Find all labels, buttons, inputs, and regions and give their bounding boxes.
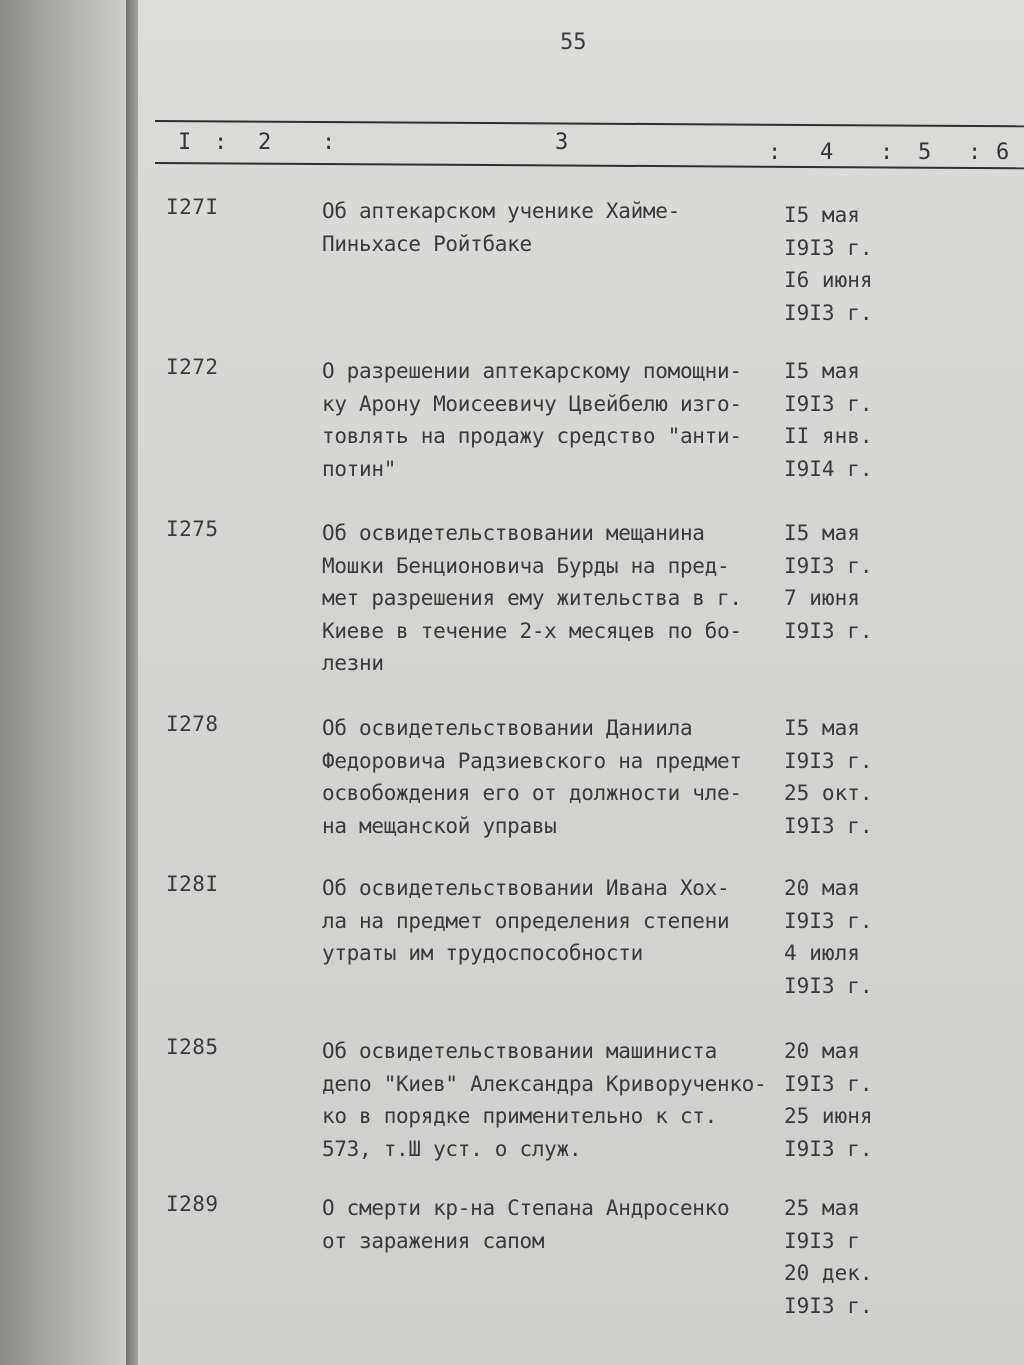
record-number: I285	[166, 1035, 219, 1059]
record-dates: 25 мая I9I3 г 20 дек. I9I3 г.	[784, 1196, 873, 1318]
header-sep-4: :	[880, 140, 894, 165]
header-sep-3: :	[768, 140, 782, 165]
header-col-5: 5	[918, 140, 932, 165]
header-col-1: I	[178, 130, 192, 155]
record-description: О разрешении аптекарскому помощни- ку Арону Моисеевичу Цвейбелю изго- товлять на продажу средство "анти- потин"	[322, 359, 742, 481]
header-sep-5: :	[968, 140, 982, 165]
record-description: Об освидетельствовании Ивана Хох- ла на предмет определения степени утраты им трудоспособности	[322, 876, 730, 965]
record-number: I272	[166, 355, 219, 379]
header-sep-1: :	[214, 130, 228, 155]
record-dates: I5 мая I9I3 г. I6 июня I9I3 г.	[784, 203, 873, 325]
record-description: Об аптекарском ученике Хайме- Пиньхасе Ройтбаке	[322, 199, 680, 256]
header-col-6: 6	[996, 140, 1010, 165]
record-dates: I5 мая I9I3 г. 7 июня I9I3 г.	[784, 521, 873, 643]
record-description: Об освидетельствовании мещанина Мошки Бенционовича Бурды на пред- мет разрешения ему жительства в г. Киеве в течение 2-х месяцев по бо- лезни	[322, 521, 742, 675]
record-number: I278	[166, 712, 219, 736]
record-dates: I5 мая I9I3 г. II янв. I9I4 г.	[784, 359, 873, 481]
record-dates: 20 мая I9I3 г. 25 июня I9I3 г.	[784, 1039, 873, 1161]
header-sep-2: :	[322, 130, 336, 155]
header-col-2: 2	[258, 130, 272, 155]
page-number: 55	[560, 30, 587, 55]
record-dates: I5 мая I9I3 г. 25 окт. I9I3 г.	[784, 716, 873, 838]
record-number: I289	[166, 1192, 219, 1216]
header-col-3: 3	[555, 130, 569, 155]
record-dates: 20 мая I9I3 г. 4 июля I9I3 г.	[784, 876, 873, 998]
record-number: I28I	[166, 872, 219, 896]
record-description: Об освидетельствовании Даниила Федоровича Радзиевского на предмет освобождения его от должности чле- на мещанской управы	[322, 716, 742, 838]
record-description: Об освидетельствовании машиниста депо "Киев" Александра Криворученко- ко в порядке применительно к ст. 573, т.Ш уст. о служ.	[322, 1039, 767, 1161]
record-number: I27I	[166, 195, 219, 219]
record-number: I275	[166, 517, 219, 541]
record-description: О смерти кр-на Степана Андросенко от заражения сапом	[322, 1196, 730, 1253]
header-col-4: 4	[820, 140, 834, 165]
left-page-edge	[0, 0, 135, 1365]
